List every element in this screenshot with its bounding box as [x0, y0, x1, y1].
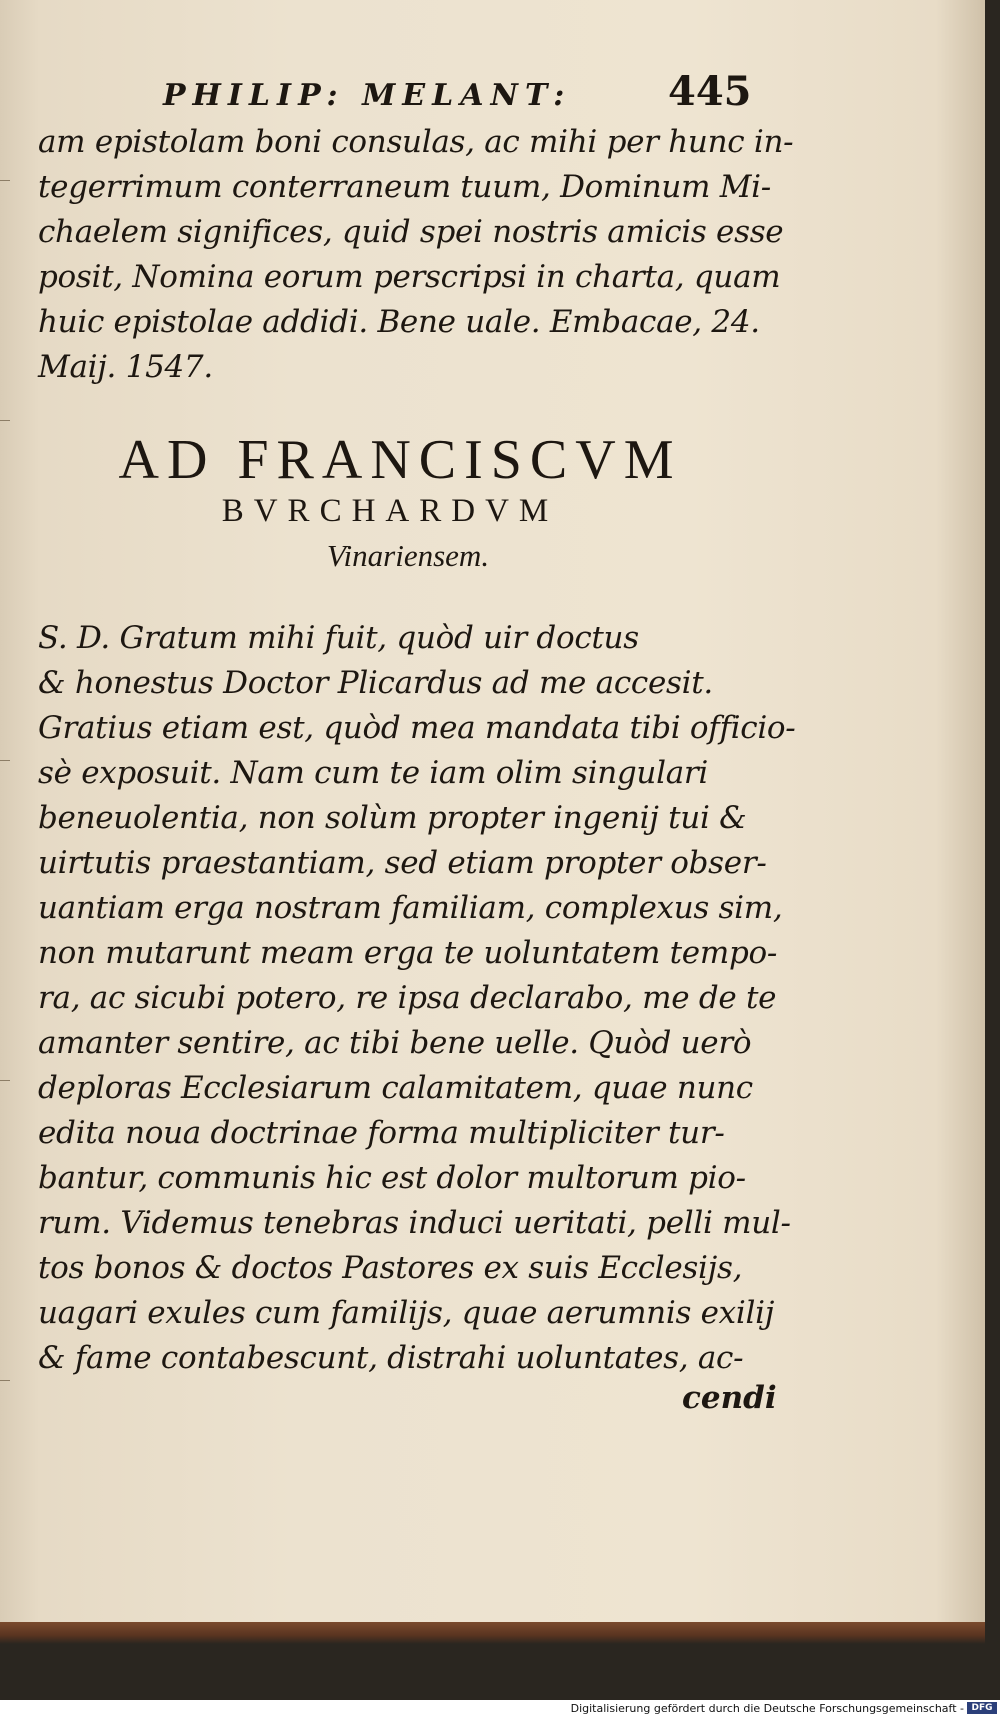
gutter-mark	[0, 180, 10, 181]
text-line: & fame contabescunt, distrahi uoluntates, ac-	[38, 1340, 744, 1376]
text-line: huic epistolae addidi. Bene uale. Embacae, 24.	[38, 304, 760, 340]
gutter-mark	[0, 1080, 10, 1081]
dfg-logo: DFG	[967, 1702, 997, 1714]
text-line: tegerrimum conterraneum tuum, Dominum Mi-	[38, 169, 771, 205]
text-line: uagari exules cum familijs, quae aerumnis exilij	[38, 1295, 775, 1331]
gutter-mark	[0, 760, 10, 761]
text-line: posit, Nomina eorum perscripsi in charta, quam	[38, 259, 781, 295]
gutter-mark	[0, 420, 10, 421]
text-line: uantiam erga nostram familiam, complexus sim,	[38, 890, 783, 926]
text-line: sè exposuit. Nam cum te iam olim singulari	[38, 755, 709, 791]
text-line: am epistolam boni consulas, ac mihi per hunc in-	[38, 124, 794, 160]
text-line: uirtutis praestantiam, sed etiam propter obser-	[38, 845, 767, 881]
catchword: cendi	[682, 1380, 777, 1416]
text-line: beneuolentia, non solùm propter ingenij tui &	[38, 800, 747, 836]
page-edge	[0, 1622, 985, 1644]
letter-heading-name: BVRCHARDVM	[221, 493, 559, 529]
text-line: amanter sentire, ac tibi bene uelle. Quòd uerò	[38, 1025, 752, 1061]
text-line: chaelem significes, quid spei nostris amicis esse	[38, 214, 784, 250]
text-line: S. D. Gratum mihi fuit, quòd uir doctus	[38, 620, 639, 656]
text-line: non mutarunt meam erga te uoluntatem tempo-	[38, 935, 778, 971]
page-number: 445	[668, 68, 752, 115]
text-line: bantur, communis hic est dolor multorum pio-	[38, 1160, 746, 1196]
text-line: tos bonos & doctos Pastores ex suis Ecclesijs,	[38, 1250, 743, 1286]
gutter-mark	[0, 1380, 10, 1381]
text-line: deploras Ecclesiarum calamitatem, quae nunc	[38, 1070, 753, 1106]
text-line: & honestus Doctor Plicardus ad me accesit.	[38, 665, 713, 701]
letter-heading-place: Vinariensem.	[326, 538, 490, 573]
text-line: Gratius etiam est, quòd mea mandata tibi officio-	[38, 710, 796, 746]
text-line: Maij. 1547.	[38, 349, 213, 385]
letter-heading-title: AD FRANCISCVM	[118, 429, 682, 491]
funding-credit: Digitalisierung gefördert durch die Deutsche Forschungsgemeinschaft -	[570, 1702, 964, 1715]
text-line: rum. Videmus tenebras induci ueritati, pelli mul-	[38, 1205, 791, 1241]
text-line: ra, ac sicubi potero, re ipsa declarabo, me de te	[38, 980, 777, 1016]
text-line: edita noua doctrinae forma multipliciter tur-	[38, 1115, 725, 1151]
running-head: PHILIP: MELANT:	[163, 78, 572, 113]
